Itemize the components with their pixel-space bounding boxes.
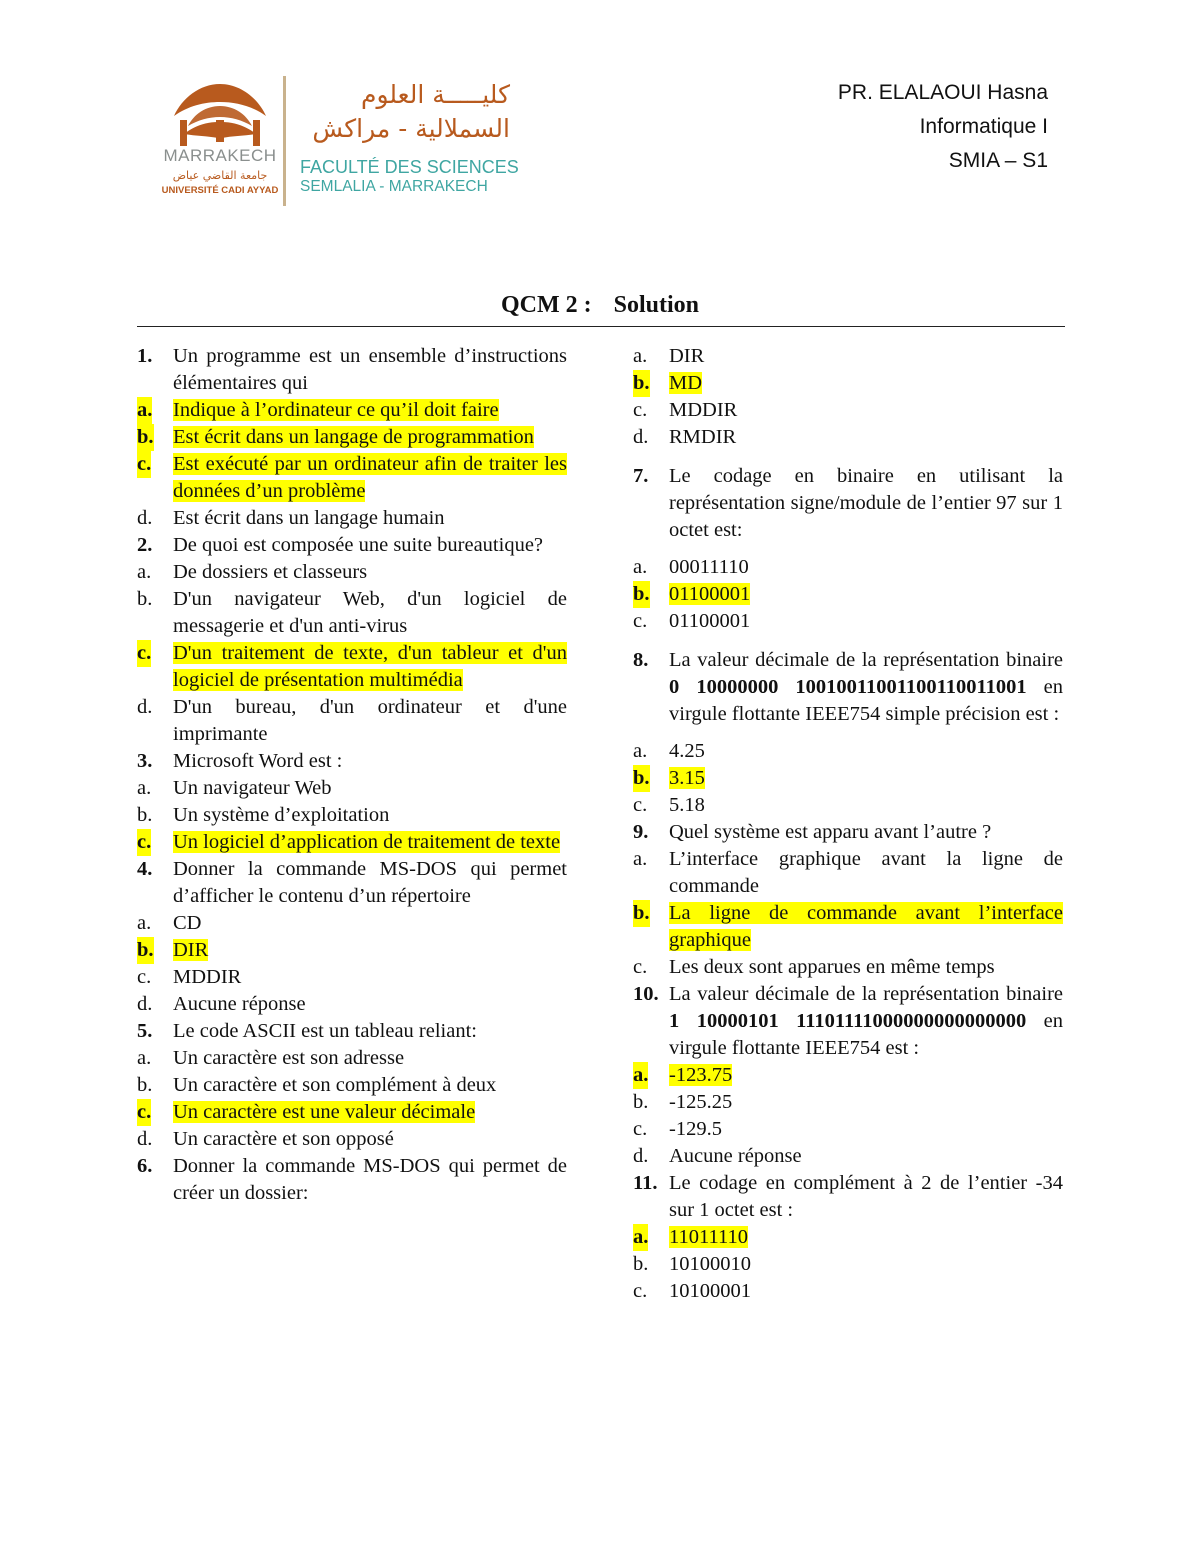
answer-option	[633, 608, 1063, 635]
option-letter: c.	[137, 829, 151, 856]
option-text: RMDIR	[669, 426, 737, 448]
option-letter: c.	[137, 966, 152, 988]
option-text: Est exécuté par un ordinateur afin de traiter les données d’un problème	[173, 453, 567, 502]
page-title	[0, 292, 1200, 319]
answer-option	[137, 991, 567, 1018]
option-text: 00011110	[669, 556, 749, 578]
option-text: Indique à l’ordinateur ce qu’il doit faire	[173, 399, 499, 421]
binary-field: 0	[669, 676, 680, 698]
option-letter: a.	[633, 556, 648, 578]
answer-option	[633, 424, 1063, 451]
logo-divider	[283, 76, 286, 206]
option-text: -125.25	[669, 1091, 733, 1113]
option-letter: b.	[137, 937, 154, 964]
program-name: SMIA – S1	[948, 149, 1048, 172]
option-text: Est écrit dans un langage humain	[173, 507, 445, 529]
option-letter: b.	[633, 765, 650, 792]
option-text: Un caractère est une valeur décimale	[173, 1101, 476, 1123]
option-text: De dossiers et classeurs	[173, 561, 368, 583]
author-block	[838, 76, 1048, 178]
answer-option	[137, 775, 567, 802]
option-letter: a.	[633, 1062, 648, 1089]
correct-answer-option	[633, 1062, 1063, 1089]
question-item	[633, 647, 1063, 819]
question-item	[137, 748, 567, 856]
option-text: MD	[669, 372, 703, 394]
question-item	[633, 463, 1063, 635]
option-text: Un logiciel d’application de traitement de texte	[173, 831, 561, 853]
option-text: Un caractère est son adresse	[173, 1047, 405, 1069]
binary-field: 10000101	[696, 1010, 779, 1032]
option-letter: b.	[633, 1091, 649, 1113]
question	[633, 981, 1063, 1062]
answer-option	[137, 1126, 567, 1153]
option-letter: d.	[137, 507, 153, 529]
left-column	[137, 343, 567, 1207]
answer-option	[137, 1072, 567, 1099]
option-text: D'un navigateur Web, d'un logiciel de messagerie et d'un anti-virus	[173, 588, 567, 637]
option-letter: c.	[633, 794, 648, 816]
question-number: 11.	[633, 1172, 658, 1194]
correct-answer-option	[137, 937, 567, 964]
question	[137, 1153, 567, 1207]
answer-option	[633, 792, 1063, 819]
answer-option	[633, 954, 1063, 981]
question-text: Le codage en complément à 2 de l’entier -34 sur 1 octet est :	[669, 1172, 1063, 1221]
title-main: QCM 2 :	[500, 292, 592, 318]
option-letter: d.	[137, 696, 153, 718]
option-letter: c.	[633, 956, 648, 978]
answer-option	[633, 343, 1063, 370]
option-text: 01100001	[669, 583, 751, 605]
option-letter: c.	[633, 610, 648, 632]
question-text: Donner la commande MS-DOS qui permet de créer un dossier:	[173, 1155, 567, 1204]
option-text: 10100010	[669, 1253, 751, 1275]
option-text: Les deux sont apparues en même temps	[669, 956, 995, 978]
option-text: 11011110	[669, 1226, 748, 1248]
author-name: PR. ELALAOUI Hasna	[837, 81, 1048, 104]
option-letter: b.	[137, 804, 153, 826]
title-sub: Solution	[613, 292, 700, 318]
logo-faculty-fr-1: FACULTÉ DES SCIENCES	[300, 157, 519, 177]
answer-option	[137, 802, 567, 829]
option-text: Un caractère et son complément à deux	[173, 1074, 497, 1096]
correct-answer-option	[137, 640, 567, 694]
option-text: DIR	[669, 345, 705, 367]
answer-option	[633, 1143, 1063, 1170]
correct-answer-option	[633, 900, 1063, 954]
question-item	[137, 532, 567, 748]
question-number: 4.	[137, 858, 153, 880]
answer-option	[633, 554, 1063, 581]
logo-faculty-ar-2: السملالية - مراكش	[312, 114, 510, 143]
option-text: MDDIR	[669, 399, 738, 421]
question-item	[137, 856, 567, 1018]
answer-option	[633, 738, 1063, 765]
option-text: Un navigateur Web	[173, 777, 332, 799]
correct-answer-option	[633, 765, 1063, 792]
logo-university-fr: UNIVERSITÉ CADI AYYAD	[161, 185, 279, 196]
option-text: MDDIR	[173, 966, 242, 988]
answer-option	[137, 694, 567, 748]
option-letter: b.	[633, 581, 650, 608]
option-letter: a.	[137, 777, 152, 799]
question-text-after: en virgule flottante IEEE754 est :	[669, 1010, 1064, 1059]
answer-option	[137, 910, 567, 937]
answer-option	[633, 1089, 1063, 1116]
binary-field: 1	[669, 1010, 680, 1032]
option-text: D'un traitement de texte, d'un tableur et d'un logiciel de présentation multimédia	[173, 642, 567, 691]
question-text: Le codage en binaire en utilisant la représentation signe/module de l’entier 97 sur 1 octet est:	[669, 465, 1063, 541]
option-text: 3.15	[669, 767, 705, 789]
option-letter: c.	[137, 451, 151, 478]
question	[633, 819, 1063, 846]
logo-faculty-fr-2: SEMLALIA - MARRAKECH	[300, 178, 488, 195]
question-text: Quel système est apparu avant l’autre ?	[669, 821, 992, 843]
spacer	[633, 544, 1063, 554]
course-name: Informatique I	[919, 115, 1048, 138]
option-text: D'un bureau, d'un ordinateur et d'une imprimante	[173, 696, 567, 745]
correct-answer-option	[633, 370, 1063, 397]
question-number: 7.	[633, 465, 649, 487]
question-text: Un programme est un ensemble d’instructions élémentaires qui	[173, 345, 567, 394]
question-number: 9.	[633, 821, 649, 843]
option-letter: c.	[137, 640, 151, 667]
option-letter: a.	[137, 1047, 152, 1069]
option-text: Aucune réponse	[669, 1145, 802, 1167]
option-text: La ligne de commande avant l’interface graphique	[669, 902, 1063, 951]
question-number: 3.	[137, 750, 153, 772]
right-column	[633, 343, 1063, 1305]
option-letter: d.	[137, 1128, 153, 1150]
question	[633, 463, 1063, 544]
option-letter: a.	[137, 561, 152, 583]
question	[137, 856, 567, 910]
question	[633, 647, 1063, 728]
option-text: L’interface graphique avant la ligne de commande	[669, 848, 1063, 897]
question-item	[633, 343, 1063, 451]
option-letter: b.	[633, 1253, 649, 1275]
option-letter: a.	[633, 1224, 648, 1251]
option-text: 4.25	[669, 740, 705, 762]
spacer	[633, 635, 1063, 647]
question-item	[633, 1170, 1063, 1305]
title-rule	[137, 326, 1065, 327]
answer-option	[137, 586, 567, 640]
correct-answer-option	[137, 451, 567, 505]
option-letter: a.	[633, 848, 648, 870]
option-text: Aucune réponse	[173, 993, 306, 1015]
answer-option	[633, 1278, 1063, 1305]
correct-answer-option	[633, 581, 1063, 608]
question-number: 5.	[137, 1020, 153, 1042]
option-text: Un caractère et son opposé	[173, 1128, 394, 1150]
answer-option	[137, 964, 567, 991]
answer-option	[633, 1116, 1063, 1143]
question-item	[137, 1018, 567, 1153]
spacer	[633, 728, 1063, 738]
option-letter: a.	[633, 740, 648, 762]
question	[137, 343, 567, 397]
option-text: Est écrit dans un langage de programmation	[173, 426, 534, 448]
answer-option	[633, 397, 1063, 424]
spacer	[633, 451, 1063, 463]
question-text	[669, 981, 1063, 1062]
question	[137, 1018, 567, 1045]
answer-option	[137, 505, 567, 532]
question-text: Donner la commande MS-DOS qui permet d’afficher le contenu d’un répertoire	[173, 858, 567, 907]
answer-option	[633, 1251, 1063, 1278]
question-item	[137, 343, 567, 532]
option-letter: b.	[137, 1074, 153, 1096]
correct-answer-option	[137, 424, 567, 451]
question-text: Microsoft Word est :	[173, 750, 343, 772]
binary-field: 11101111000000000000000	[796, 1010, 1027, 1032]
option-letter: a.	[137, 912, 152, 934]
answer-option	[137, 1045, 567, 1072]
question-number: 10.	[633, 983, 659, 1005]
option-letter: c.	[633, 399, 648, 421]
logo-city: MARRAKECH	[163, 146, 277, 165]
option-letter: b.	[137, 424, 154, 451]
question-item	[633, 981, 1063, 1170]
option-letter: d.	[633, 1145, 649, 1167]
option-letter: c.	[633, 1118, 648, 1140]
option-text: -123.75	[669, 1064, 733, 1086]
option-text: 10100001	[669, 1280, 751, 1302]
question-text-before: La valeur décimale de la représentation binaire 0 10000000 10010011001100110011001	[669, 649, 1063, 698]
question-text-after: en virgule flottante IEEE754 simple précision est :	[669, 676, 1064, 725]
question-text-before: La valeur décimale de la représentation binaire 1 10000101 11101111000000000000000	[669, 983, 1063, 1032]
logo-university-ar: جامعة القاضي عياض	[172, 169, 268, 182]
option-letter: b.	[633, 900, 650, 927]
question-text: Le code ASCII est un tableau reliant:	[173, 1020, 477, 1042]
option-letter: b.	[137, 588, 153, 610]
option-letter: a.	[137, 397, 152, 424]
option-text: 01100001	[669, 610, 751, 632]
binary-field: 10000000	[696, 676, 779, 698]
option-text: DIR	[173, 939, 209, 961]
answer-option	[633, 846, 1063, 900]
option-letter: a.	[633, 345, 648, 367]
option-letter: c.	[633, 1280, 648, 1302]
correct-answer-option	[137, 397, 567, 424]
option-text: CD	[173, 912, 202, 934]
question-number: 1.	[137, 345, 153, 367]
answer-option	[137, 559, 567, 586]
question-number: 6.	[137, 1155, 153, 1177]
question	[633, 1170, 1063, 1224]
question	[137, 532, 567, 559]
correct-answer-option	[137, 1099, 567, 1126]
faculty-logo	[160, 76, 520, 211]
option-text: -129.5	[669, 1118, 722, 1140]
question-text: De quoi est composée une suite bureautique?	[173, 534, 544, 556]
option-letter: d.	[633, 426, 649, 448]
option-text: Un système d’exploitation	[173, 804, 390, 826]
option-text: 5.18	[669, 794, 705, 816]
option-letter: b.	[633, 370, 650, 397]
question-text	[669, 647, 1063, 728]
question-number: 8.	[633, 649, 649, 671]
option-letter: d.	[137, 993, 153, 1015]
correct-answer-option	[633, 1224, 1063, 1251]
question-item	[633, 819, 1063, 981]
question	[137, 748, 567, 775]
binary-field: 10010011001100110011001	[795, 676, 1027, 698]
correct-answer-option	[137, 829, 567, 856]
logo-faculty-ar-1: كليـــــة العلوم	[361, 80, 510, 109]
question-number: 2.	[137, 534, 153, 556]
option-letter: c.	[137, 1099, 151, 1126]
